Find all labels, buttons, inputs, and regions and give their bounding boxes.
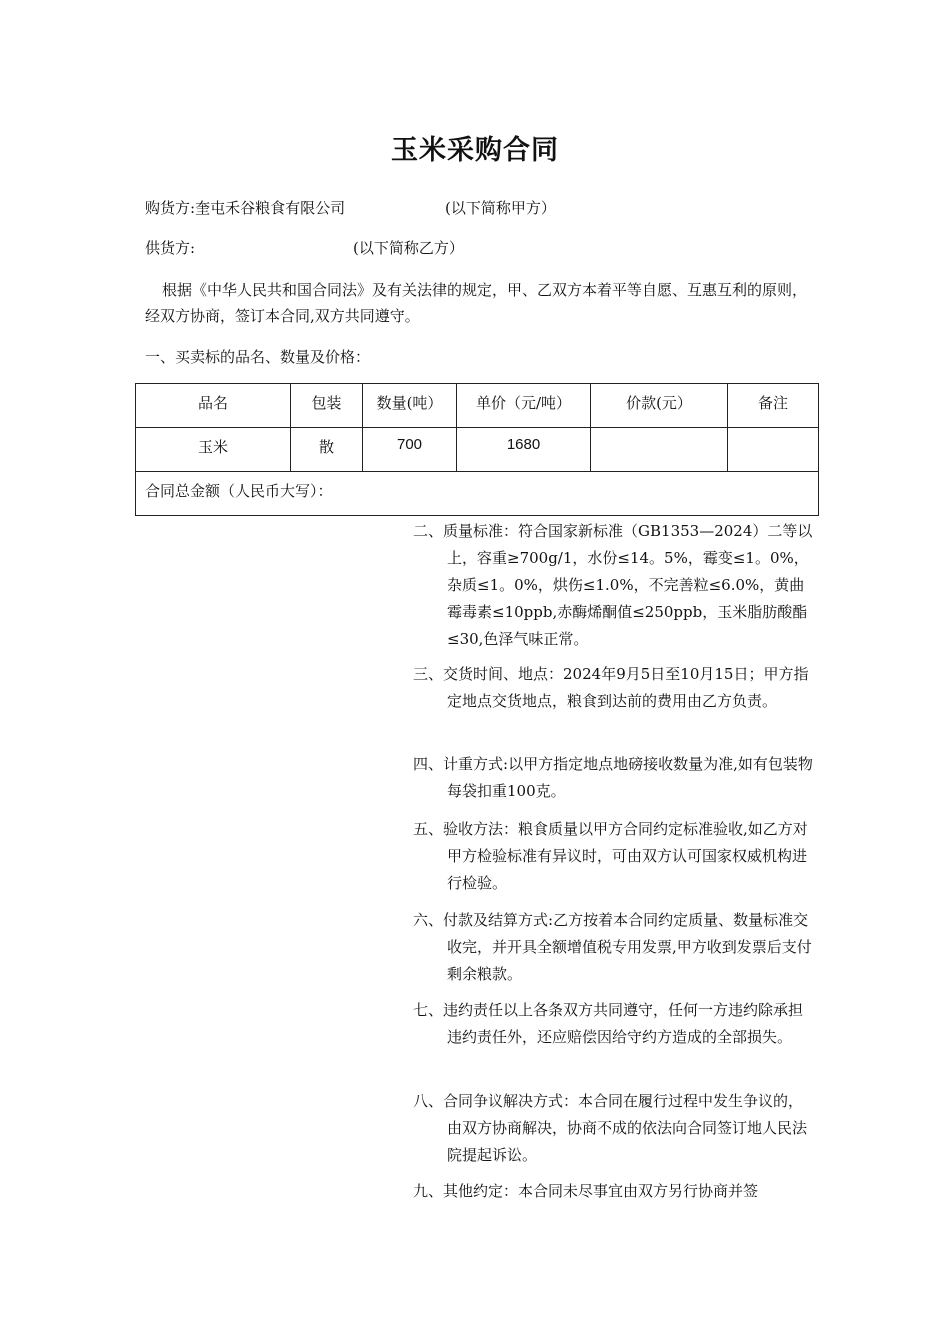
cell-unit-price: 1680 — [457, 428, 591, 472]
clause-text: 其他约定：本合同未尽事宜由双方另行协商并签 — [443, 1182, 759, 1200]
clause-number: 九、 — [413, 1182, 444, 1200]
header-cell: 价款(元） — [591, 384, 728, 428]
cell-packaging: 散 — [291, 428, 363, 472]
clause-2 — [413, 518, 813, 653]
goods-table — [135, 383, 819, 516]
cell-amount — [591, 428, 728, 472]
preamble-paragraph: 根据《中华人民共和国合同法》及有关法律的规定，甲、乙双方本着平等自愿、互惠互利的原则，经双方协商，签订本合同,双方共同遵守。 — [145, 281, 808, 325]
clause-6 — [413, 907, 813, 988]
clause-number: 五、 — [413, 820, 444, 838]
clause-text: 质量标准：符合国家新标准（GB1353—2024）二等以上，容重≥700g/1，水份≤14。5%，霉变≤1。0%，杂质≤1。0%，烘伤≤1.0%，不完善粒≤6.0%，黄曲霉毒素≤10ppb,赤酶烯酮值≤250ppb，玉米脂肪酸酯≤30,色泽气味正常。 — [443, 522, 813, 648]
buyer-line — [145, 197, 345, 218]
header-cell: 备注 — [728, 384, 819, 428]
buyer-alias: (以下简称甲方） — [445, 199, 556, 217]
clause-number: 六、 — [413, 911, 444, 929]
clause-number: 八、 — [413, 1092, 444, 1110]
clause-text: 交货时间、地点：2024年9月5日至10月15日；甲方指定地点交货地点，粮食到达前的费用由乙方负责。 — [443, 665, 809, 710]
clause-7 — [413, 997, 813, 1051]
table-row — [136, 428, 819, 472]
seller-label: 供货方: — [145, 239, 196, 257]
clause-9 — [413, 1178, 813, 1205]
clause-3 — [413, 661, 813, 715]
clause-text: 验收方法：粮食质量以甲方合同约定标准验收,如乙方对甲方检验标准有异议时，可由双方认可国家权威机构进行检验。 — [443, 820, 808, 892]
clause-number: 二、 — [413, 522, 444, 540]
cell-remarks — [728, 428, 819, 472]
clause-text: 付款及结算方式:乙方按着本合同约定质量、数量标准交收完，并开具全额增值税专用发票,甲方收到发票后支付剩余粮款。 — [443, 911, 812, 983]
table-total-row — [136, 472, 819, 516]
clause-number: 四、 — [413, 755, 444, 773]
cell-quantity: 700 — [363, 428, 457, 472]
header-cell: 品名 — [136, 384, 291, 428]
clause-text: 计重方式:以甲方指定地点地磅接收数量为准,如有包装物每袋扣重100克。 — [443, 755, 813, 800]
clause-text: 违约责任以上各条双方共同遵守，任何一方违约除承担违约责任外，还应赔偿因给守约方造成的全部损失。 — [443, 1001, 804, 1046]
header-cell: 包装 — [291, 384, 363, 428]
document-title: 玉米采购合同 — [391, 135, 559, 166]
clause-8 — [413, 1088, 813, 1169]
cell-product: 玉米 — [136, 428, 291, 472]
total-amount-label: 合同总金额（人民币大写）： — [136, 472, 819, 516]
buyer-label: 购货方: — [145, 199, 196, 217]
clause-5 — [413, 816, 813, 897]
section-1-heading: 一、买卖标的品名、数量及价格： — [145, 348, 371, 366]
clause-4 — [413, 751, 813, 805]
seller-alias: (以下简称乙方） — [353, 239, 464, 257]
header-cell: 数量(吨） — [363, 384, 457, 428]
clause-text: 合同争议解决方式：本合同在履行过程中发生争议的，由双方协商解决，协商不成的依法向合同签订地人民法院提起诉讼。 — [443, 1092, 808, 1164]
clause-number: 三、 — [413, 665, 444, 683]
clause-number: 七、 — [413, 1001, 444, 1019]
table-header-row — [136, 384, 819, 428]
header-cell: 单价（元/吨） — [457, 384, 591, 428]
buyer-name: 奎屯禾谷粮食有限公司 — [195, 199, 346, 217]
